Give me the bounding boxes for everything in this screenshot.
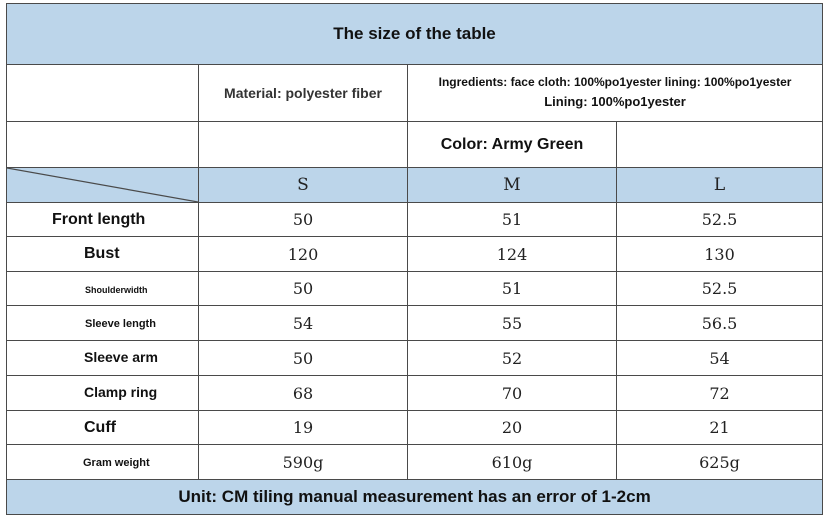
diagonal-line <box>7 168 198 202</box>
row-label-text: Bust <box>84 245 120 262</box>
cell-value: 72 <box>617 376 823 411</box>
cell-value: 52.5 <box>617 272 823 306</box>
row-label <box>7 376 199 411</box>
table-row <box>7 445 823 480</box>
cell-value: 70 <box>408 376 617 411</box>
diagonal-header-cell <box>7 168 199 203</box>
cell-value: 54 <box>617 341 823 376</box>
size-header-l: L <box>617 168 823 203</box>
table-footer-note: Unit: CM tiling manual measurement has an error of 1-2cm <box>7 480 823 515</box>
cell-value: 51 <box>408 203 617 237</box>
row-label-text: Sleeve arm <box>84 349 158 365</box>
row-label <box>7 306 199 341</box>
table-row <box>7 376 823 411</box>
empty-cell <box>7 65 199 122</box>
table-title: The size of the table <box>7 4 823 65</box>
size-header-m: M <box>408 168 617 203</box>
row-label <box>7 272 199 306</box>
row-label-text: Shoulderwidth <box>85 284 148 295</box>
cell-value: 51 <box>408 272 617 306</box>
row-label <box>7 203 199 237</box>
row-label-text: Clamp ring <box>84 384 158 400</box>
cell-value: 19 <box>199 411 408 445</box>
row-label-text: Cuff <box>84 418 116 436</box>
cell-value: 625g <box>617 445 823 480</box>
table-row <box>7 203 823 237</box>
empty-cell <box>617 122 823 168</box>
cell-value: 21 <box>617 411 823 445</box>
cell-value: 50 <box>199 272 408 306</box>
empty-cell <box>7 122 199 168</box>
material-cell: Material: polyester fiber <box>199 65 408 122</box>
row-label <box>7 411 199 445</box>
row-label-text: Gram weight <box>83 457 150 469</box>
cell-value: 52.5 <box>617 203 823 237</box>
row-label <box>7 445 199 480</box>
cell-value: 50 <box>199 341 408 376</box>
ingredients-cell <box>408 65 823 122</box>
row-label <box>7 341 199 376</box>
size-table <box>6 3 823 515</box>
color-cell: Color: Army Green <box>408 122 617 168</box>
size-header-s: S <box>199 168 408 203</box>
cell-value: 20 <box>408 411 617 445</box>
table-row <box>7 411 823 445</box>
cell-value: 68 <box>199 376 408 411</box>
cell-value: 54 <box>199 306 408 341</box>
table-row <box>7 272 823 306</box>
cell-value: 124 <box>408 237 617 272</box>
table-row <box>7 306 823 341</box>
cell-value: 590g <box>199 445 408 480</box>
table-row <box>7 237 823 272</box>
cell-value: 50 <box>199 203 408 237</box>
cell-value: 52 <box>408 341 617 376</box>
cell-value: 120 <box>199 237 408 272</box>
row-label-text: Sleeve length <box>85 318 156 330</box>
table-row <box>7 341 823 376</box>
cell-value: 56.5 <box>617 306 823 341</box>
ingredients-line-2: Lining: 100%po1yester <box>544 94 686 110</box>
row-label-text: Front length <box>52 210 146 228</box>
row-label <box>7 237 199 272</box>
ingredients-line-1: Ingredients: face cloth: 100%po1yester lining: 100%po1yester <box>438 75 792 89</box>
empty-cell <box>199 122 408 168</box>
cell-value: 55 <box>408 306 617 341</box>
cell-value: 610g <box>408 445 617 480</box>
cell-value: 130 <box>617 237 823 272</box>
